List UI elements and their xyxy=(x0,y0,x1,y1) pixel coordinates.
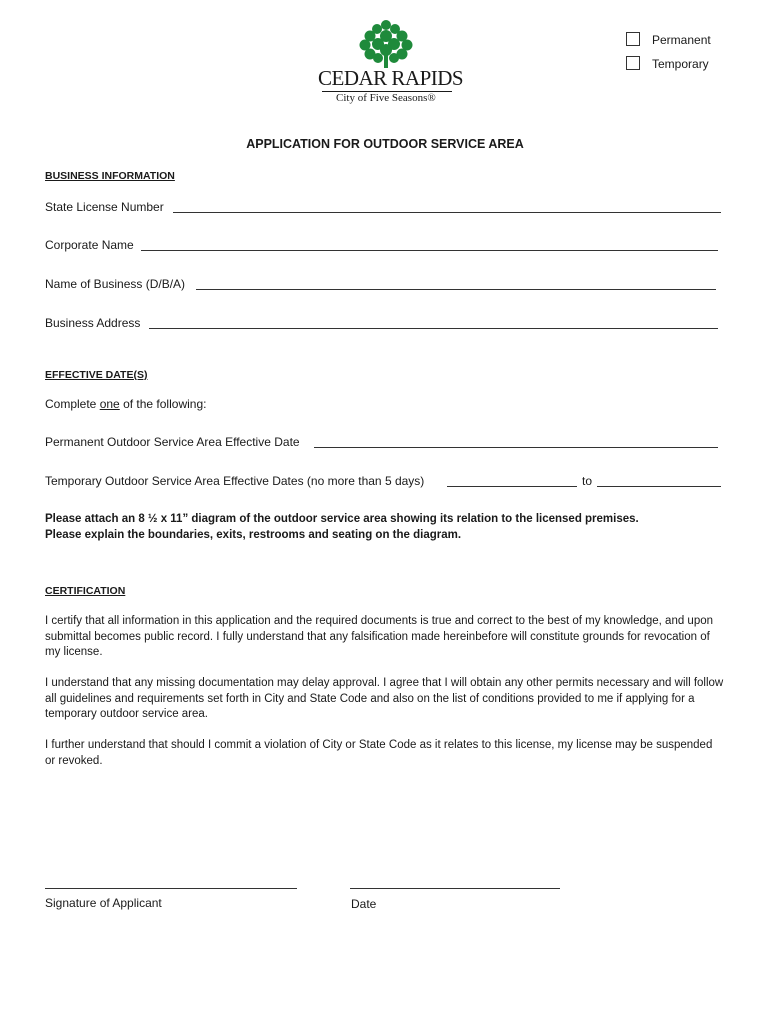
state-license-field[interactable] xyxy=(173,212,721,213)
attach-note-line1: Please attach an 8 ½ x 11” diagram of the outdoor service area showing its relation to the licensed premises. xyxy=(45,513,639,525)
permanent-checkbox-label: Permanent xyxy=(652,33,711,47)
business-address-label: Business Address xyxy=(45,316,141,330)
temporary-start-date-field[interactable] xyxy=(447,486,577,487)
business-address-field[interactable] xyxy=(149,328,718,329)
permanent-date-label: Permanent Outdoor Service Area Effective Date xyxy=(45,435,300,449)
applicant-signature-label: Signature of Applicant xyxy=(45,896,162,910)
cedar-tree-icon xyxy=(356,18,416,68)
cedar-rapids-logo xyxy=(316,18,464,108)
logo-wordmark: CEDAR RAPIDS xyxy=(318,66,464,90)
to-label: to xyxy=(582,474,593,488)
corporate-name-label: Corporate Name xyxy=(45,238,134,252)
signature-date-label: Date xyxy=(351,897,377,911)
logo-tagline: City of Five Seasons® xyxy=(336,92,436,104)
certification-heading: CERTIFICATION xyxy=(45,585,126,597)
temporary-dates-label: Temporary Outdoor Service Area Effective Dates (no more than 5 days) xyxy=(45,474,425,488)
signature-date-field[interactable] xyxy=(350,888,560,889)
permanent-date-field[interactable] xyxy=(314,447,718,448)
page-title: APPLICATION FOR OUTDOOR SERVICE AREA xyxy=(246,137,524,151)
dba-field[interactable] xyxy=(196,289,716,290)
temporary-checkbox[interactable] xyxy=(626,56,640,70)
attach-note-line2: Please explain the boundaries, exits, restrooms and seating on the diagram. xyxy=(45,529,462,541)
corporate-name-field[interactable] xyxy=(141,250,718,251)
certification-paragraph-2: I understand that any missing documentation may delay approval. I agree that I will obtain any other permits necessary and will follow all guidelines and requirements set forth in City and State Code and also on the list of conditions provided to me if applying for a temporary outdoor service area. xyxy=(45,677,724,720)
certification-paragraph-3: I further understand that should I commit a violation of City or State Code as it relates to this license, my license may be suspended or revoked. xyxy=(45,739,713,767)
state-license-label: State License Number xyxy=(45,200,164,214)
applicant-signature-field[interactable] xyxy=(45,888,297,889)
temporary-end-date-field[interactable] xyxy=(597,486,721,487)
effective-dates-heading: EFFECTIVE DATE(S) xyxy=(45,369,148,381)
dba-label: Name of Business (D/B/A) xyxy=(45,277,186,291)
business-info-heading: BUSINESS INFORMATION xyxy=(45,170,175,182)
permanent-checkbox[interactable] xyxy=(626,32,640,46)
temporary-checkbox-label: Temporary xyxy=(652,57,709,71)
effective-instruction: Complete one of the following: xyxy=(45,397,207,411)
certification-paragraph-1: I certify that all information in this application and the required documents is true and correct to the best of my knowledge, and upon submittal becomes public record. I fully understand that any falsification made hereinbefore will constitute grounds for revocation of my license. xyxy=(45,615,714,658)
